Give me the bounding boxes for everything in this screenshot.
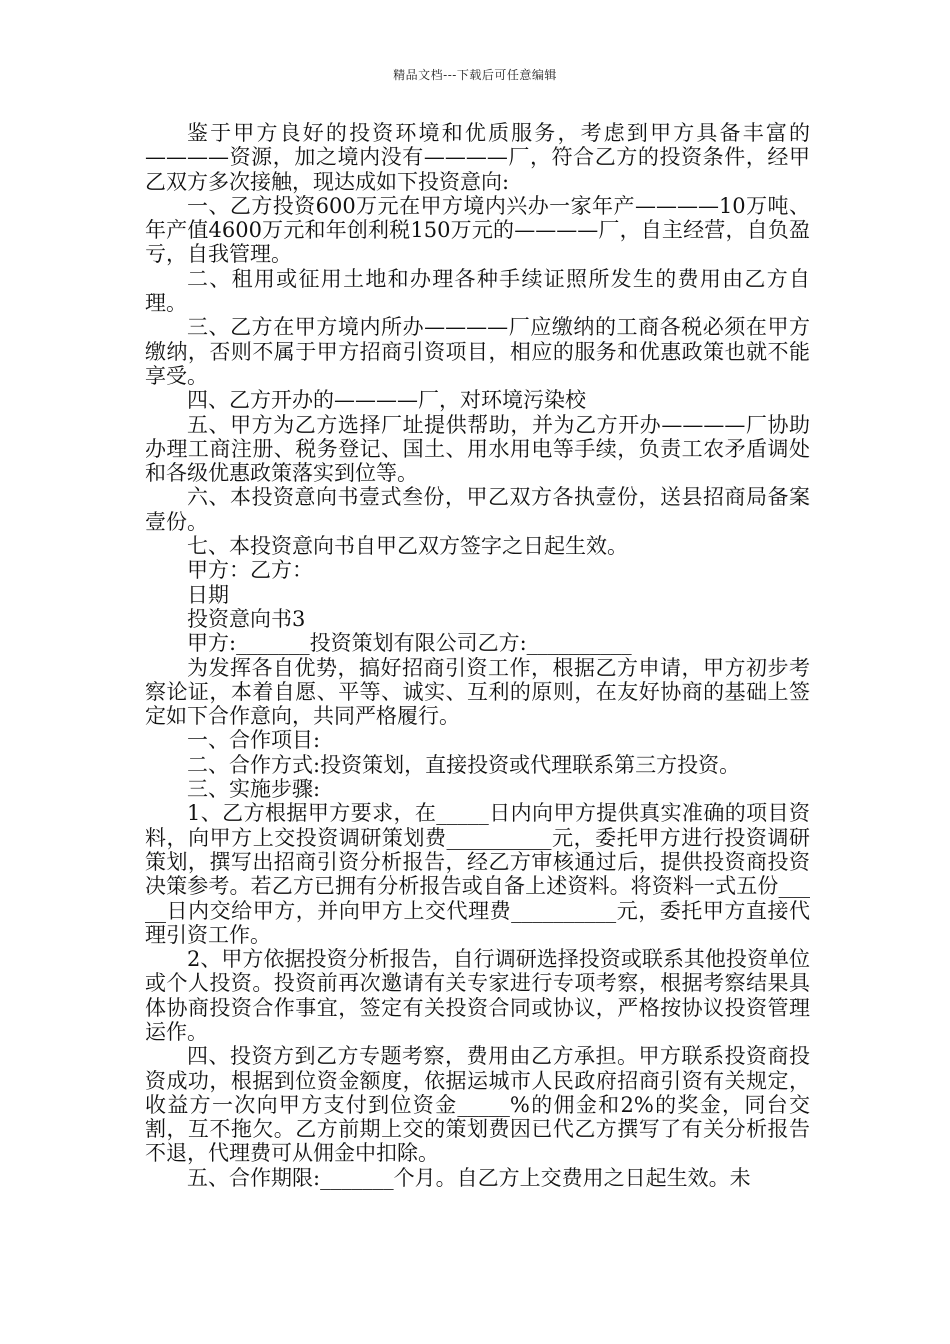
paragraph: 2、甲方依据投资分析报告，自行调研选择投资或联系其他投资单位或个人投资。投资前再次邀请有关专家进行专项考察，根据考察结果具体协商投资合作事宜，签定有关投资合同或协议，严格按协议投资管理运作。 [145,947,810,1044]
date-line: 日期 [187,582,229,607]
paragraph: 六、本投资意向书壹式叁份，甲乙双方各执壹份，送县招商局备案壹份。 [145,485,810,534]
section-title: 投资意向书3 [187,606,306,631]
paragraph: 二、合作方式:投资策划，直接投资或代理联系第三方投资。 [187,752,741,777]
paragraph: 四、投资方到乙方专题考察，费用由乙方承担。甲方联系投资商投资成功，根据到位资金额度，依据运城市人民政府招商引资有关规定，收益方一次向甲方支付到位资金_____%的佣金和2%的奖金，同台交割，互不拖欠。乙方前期上交的策划费因已代乙方撰写了有关分析报告不退，代理费可从佣金中扣除。 [145,1044,810,1166]
paragraph: 三、乙方在甲方境内所办————厂应缴纳的工商各税必须在甲方缴纳，否则不属于甲方招商引资项目，相应的服务和优惠政策也就不能享受。 [145,315,810,388]
document-body [145,121,810,1190]
paragraph: 四、乙方开办的————厂，对环境污染校 [187,388,586,413]
paragraph: 三、实施步骤: [187,777,321,802]
paragraph: 五、甲方为乙方选择厂址提供帮助，并为乙方开办————厂协助办理工商注册、税务登记、国土、用水用电等手续，负责工农矛盾调处和各级优惠政策落实到位等。 [145,412,810,486]
paragraph: 七、本投资意向书自甲乙双方签字之日起生效。 [187,534,628,559]
paragraph: 五、合作期限:_______个月。自乙方上交费用之日起生效。未 [187,1165,751,1190]
paragraph: 一、乙方投资600万元在甲方境内兴办一家年产————10万吨、年产值4600万元和年创利税150万元的————厂，自主经营，自负盈亏，自我管理。 [145,193,810,267]
paragraph: 1、乙方根据甲方要求，在_____日内向甲方提供真实准确的项目资料，向甲方上交投资调研策划费__________元，委托甲方进行投资调研策划，撰写出招商引资分析报告，经乙方审核通过后，提供投资商投资决策参考。若乙方已拥有分析报告或自备上述资料。将资料一式五份_____日内交给甲方，并向甲方上交代理费__________元，委托甲方直接代理引资工作。 [145,801,810,947]
paragraph: 一、合作项目: [187,728,321,753]
paragraph: 鉴于甲方良好的投资环境和优质服务，考虑到甲方具备丰富的————资源，加之境内没有————厂，符合乙方的投资条件，经甲乙双方多次接触，现达成如下投资意向: [145,121,810,194]
page-header: 精品文档---下载后可任意编辑 [393,68,557,82]
paragraph: 为发挥各自优势，搞好招商引资工作，根据乙方申请，甲方初步考察论证，本着自愿、平等、诚实、互利的原则，在友好协商的基础上签定如下合作意向，共同严格履行。 [145,655,810,729]
parties-line: 甲方:_______投资策划有限公司乙方:__________ [187,631,632,656]
paragraph: 二、租用或征用土地和办理各种手续证照所发生的费用由乙方自理。 [145,266,810,316]
signature-line: 甲方：乙方： [187,558,313,583]
